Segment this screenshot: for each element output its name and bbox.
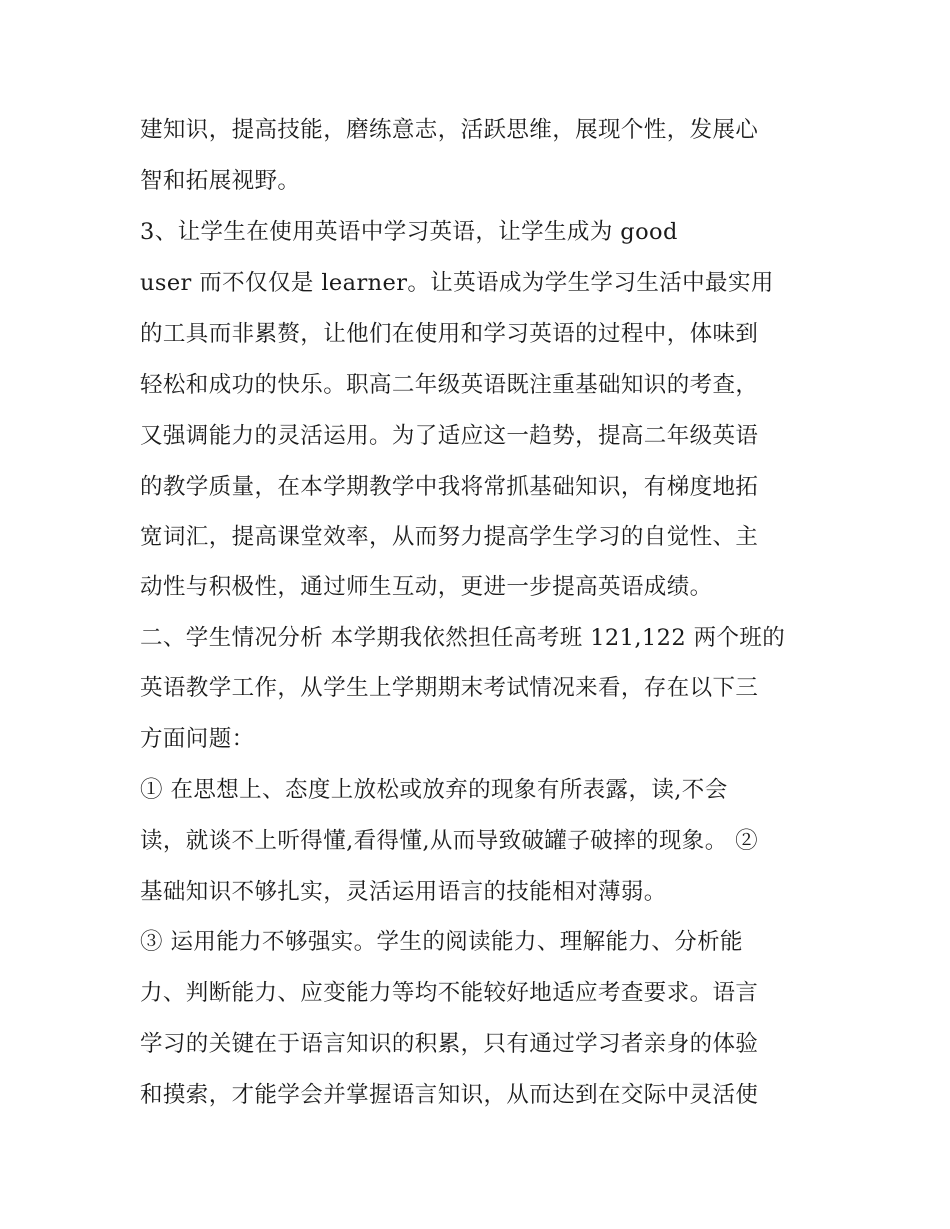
text-line: user 而不仅仅是 learner。让英语成为学生学习生活中最实用 [140,270,774,296]
text-line: 英语教学工作，从学生上学期期末考试情况来看，存在以下三 [140,675,759,701]
text-line: 学习的关键在于语言知识的积累，只有通过学习者亲身的体验 [140,1031,759,1057]
text-line: 读，就谈不上听得懂,看得懂,从而导致破罐子破摔的现象。 ② [140,828,759,854]
text-line: 方面问题： [140,726,255,752]
text-line: 又强调能力的灵活运用。为了适应这一趋势，提高二年级英语 [140,423,759,449]
text-line: 智和拓展视野。 [140,168,301,194]
text-line: 动性与积极性，通过师生互动，更进一步提高英语成绩。 [140,574,713,600]
text-line: 宽词汇，提高课堂效率，从而努力提高学生学习的自觉性、主 [140,524,759,550]
text-line: ③ 运用能力不够强实。学生的阅读能力、理解能力、分析能 [140,929,743,955]
text-line: 3、让学生在使用英语中学习英语，让学生成为 good [140,219,678,245]
text-line: 力、判断能力、应变能力等均不能较好地适应考查要求。语言 [140,980,759,1006]
text-line: 二、学生情况分析 本学期我依然担任高考班 121,122 两个班的 [140,625,786,651]
text-line: ① 在思想上、态度上放松或放弃的现象有所表露，读,不会 [140,777,728,803]
text-line: 和摸索，才能学会并掌握语言知识，从而达到在交际中灵活使 [140,1082,759,1108]
text-line: 基础知识不够扎实，灵活运用语言的技能相对薄弱。 [140,879,667,905]
text-line: 轻松和成功的快乐。职高二年级英语既注重基础知识的考查， [140,372,759,398]
text-line: 的工具而非累赘，让他们在使用和学习英语的过程中，体味到 [140,321,759,347]
text-line: 建知识，提高技能，磨练意志，活跃思维，展现个性，发展心 [140,117,759,143]
text-line: 的教学质量，在本学期教学中我将常抓基础知识，有梯度地拓 [140,474,759,500]
